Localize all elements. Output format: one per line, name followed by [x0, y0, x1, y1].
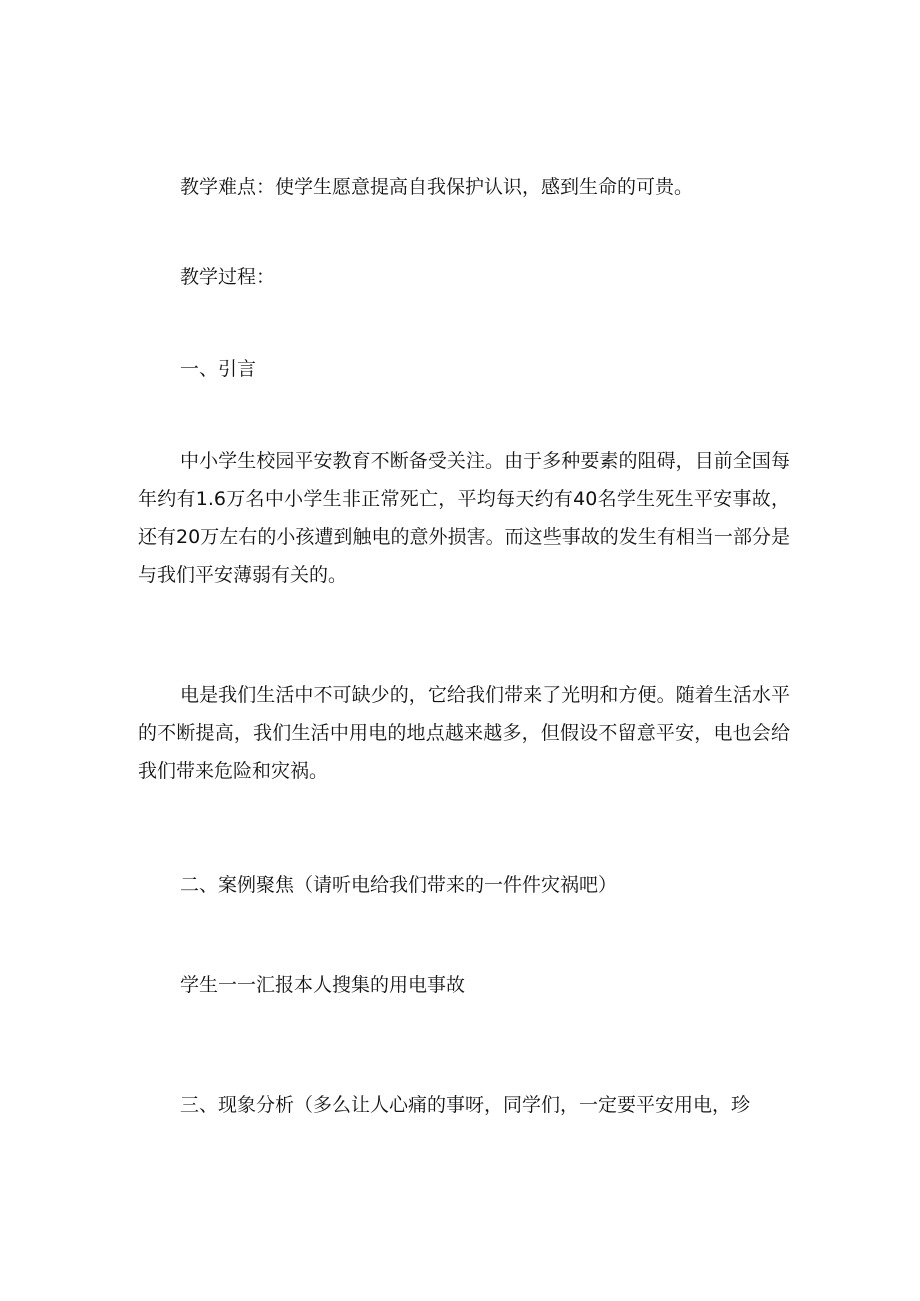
teaching-process-heading: 教学过程：: [180, 266, 276, 288]
section-2-heading: 二、案例聚焦（请听电给我们带来的一件件灾祸吧）: [180, 874, 618, 896]
paragraph-2: 电是我们生活中不可缺少的，它给我们带来了光明和方便。随着生活水平的不断提高，我们生活中用电的地点越来越多，但假设不留意平安，电也会给我们带来危险和灾祸。: [138, 684, 790, 782]
section-1-heading: 一、引言: [180, 358, 257, 380]
teaching-difficulty: 教学难点：使学生愿意提高自我保护认识，感到生命的可贵。: [180, 176, 694, 198]
section-3-heading: 三、现象分析（多么让人心痛的事呀，同学们，一定要平安用电，珍: [180, 1094, 751, 1116]
paragraph-1: 中小学生校园平安教育不断备受关注。由于多种要素的阻碍，目前全国每年约有1.6万名中小学生非正常死亡，平均每天约有40名学生死生平安事故，还有20万左右的小孩遭到触电的意外损害。而这些事故的发生有相当一部分是与我们平安薄弱有关的。: [138, 450, 790, 586]
student-report-line: 学生一一汇报本人搜集的用电事故: [180, 974, 466, 996]
